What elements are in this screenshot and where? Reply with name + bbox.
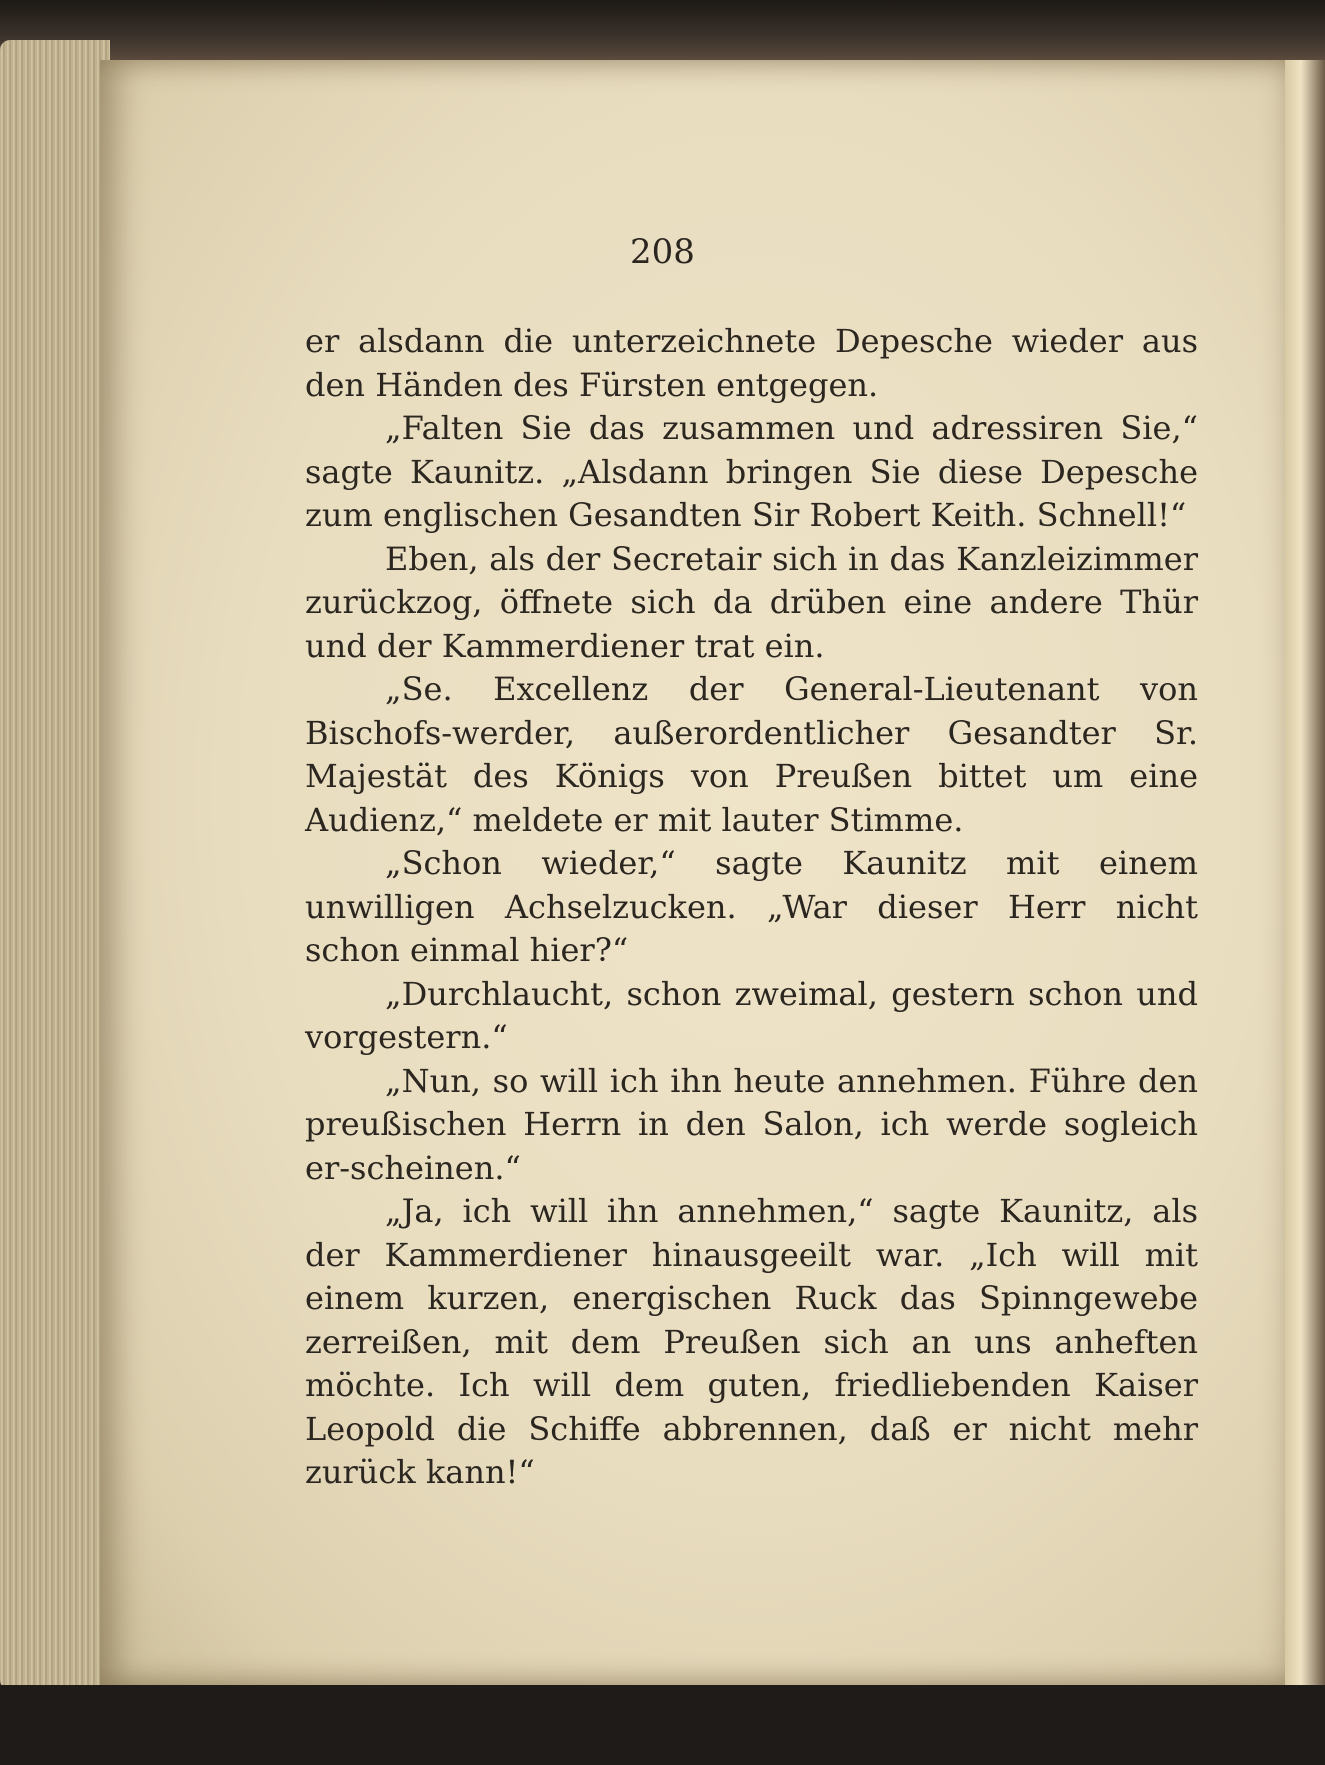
page-edges-left bbox=[0, 40, 110, 1690]
paragraph: er alsdann die unterzeichnete Depesche wieder aus den Händen des Fürsten entgegen. bbox=[305, 322, 1198, 404]
book-cover-top bbox=[0, 0, 1325, 60]
paragraph: Eben, als der Secretair sich in das Kanzleizimmer zurückzog, öffnete sich da drüben eine andere Thür und der Kammerdiener trat ein. bbox=[305, 539, 1198, 665]
body-text bbox=[305, 320, 1198, 1495]
paragraph: „Nun, so will ich ihn heute annehmen. Führe den preußischen Herrn in den Salon, ich werde sogleich er-scheinen.“ bbox=[305, 1061, 1198, 1187]
page-number: 208 bbox=[630, 232, 695, 272]
paragraph: „Se. Excellenz der General-Lieutenant von Bischofs-werder, außerordentlicher Gesandter Sr. Majestät des Königs von Preußen bittet um eine Audienz,“ meldete er mit lauter Stimme. bbox=[305, 670, 1198, 839]
paragraph: „Ja, ich will ihn annehmen,“ sagte Kaunitz, als der Kammerdiener hinausgeeilt war. „Ich will mit einem kurzen, energischen Ruck das Spinngewebe zerreißen, mit dem Preußen sich an uns anheften möchte. Ich will dem guten, friedliebenden Kaiser Leopold die Schiffe abbrennen, daß er nicht mehr zurück kann!“ bbox=[305, 1192, 1198, 1491]
paragraph: „Falten Sie das zusammen und adressiren Sie,“ sagte Kaunitz. „Alsdann bringen Sie diese Depesche zum englischen Gesandten Sir Robert Keith. Schnell!“ bbox=[305, 409, 1198, 534]
page-edge-right bbox=[1285, 60, 1325, 1685]
paragraph: „Durchlaucht, schon zweimal, gestern schon und vorgestern.“ bbox=[305, 974, 1198, 1056]
paragraph: „Schon wieder,“ sagte Kaunitz mit einem unwilligen Achselzucken. „War dieser Herr nicht schon einmal hier?“ bbox=[305, 844, 1198, 969]
book-cover-bottom bbox=[0, 1685, 1325, 1765]
